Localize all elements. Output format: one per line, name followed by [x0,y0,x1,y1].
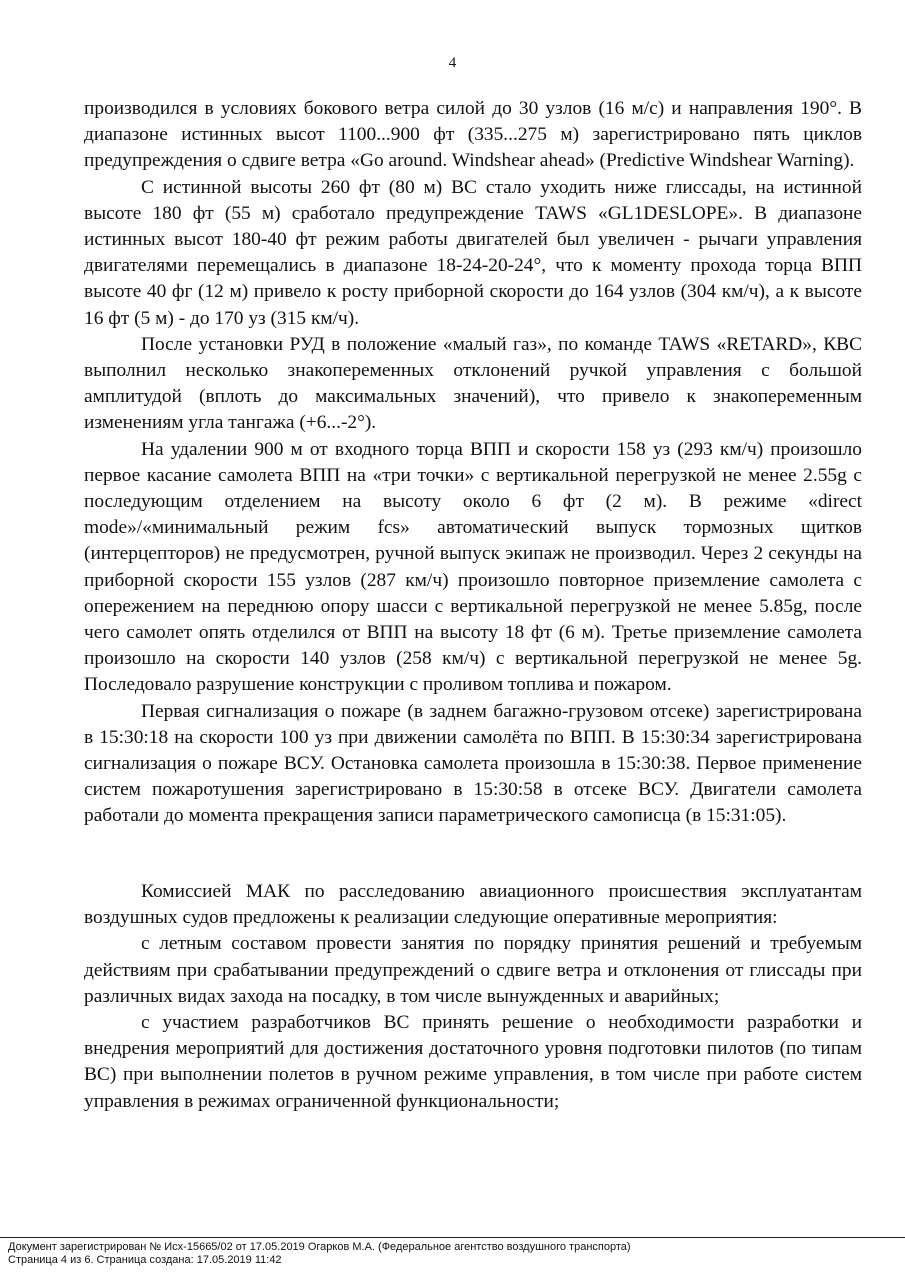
page-number: 4 [448,55,457,71]
paragraph-measure-1: с летным составом провести занятия по порядку принятия решений и требуемым действиям при срабатывании предупреждений о сдвиге ветра и отклонения от глиссады при различных видах захода на посадку, в том числе вынужденных и аварийных; [84,933,862,1007]
paragraph-glideslope: С истинной высоты 260 фт (80 м) ВС стало уходить ниже глиссады, на истинной высоте 180 фт (55 м) сработало предупреждение TAWS «GL1DESLOPE». В диапазоне истинных высот 180-40 фт режим работы двигателей был увеличен - рычаги управления двигателями перемещались в диапазоне 18-24-20-24°, что к моменту прохода торца ВПП высоте 40 фг (12 м) привело к росту приборной скорости до 164 узлов (304 км/ч), а к высоте 16 фт (5 м) - до 170 уз (315 км/ч). [84,176,862,329]
paragraph-retard: После установки РУД в положение «малый газ», по команде TAWS «RETARD», КВС выполнил несколько знакопеременных отклонений ручкой управления с большой амплитудой (вплоть до максимальных значений), что привело к знакопеременным изменениям угла тангажа (+6...-2°). [84,333,862,434]
body-text-section-1 [84,96,862,830]
body-text-section-2 [84,879,862,1115]
footer-page-info-line: Страница 4 из 6. Страница создана: 17.05.2019 11:42 [8,1254,282,1266]
paragraph-fire: Первая сигнализация о пожаре (в заднем багажно-грузовом отсеке) зарегистрирована в 15:30:18 на скорости 100 уз при движении самолёта по ВПП. В 15:30:34 зарегистрирована сигнализация о пожаре ВСУ. Остановка самолета произошла в 15:30:38. Первое применение систем пожаротушения зарегистрировано в 15:30:58 в отсеке ВСУ. Двигатели самолета работали до момента прекращения записи параметрического самописца (в 15:31:05). [84,700,862,827]
paragraph-measure-2: с участием разработчиков ВС принять решение о необходимости разработки и внедрения мероприятий для достижения достаточного уровня подготовки пилотов (по типам ВС) при выполнении полетов в ручном режиме управления, в том числе при работе систем управления в режимах ограниченной функциональности; [84,1012,862,1112]
paragraph-touchdown: На удалении 900 м от входного торца ВПП и скорости 158 уз (293 км/ч) произошло первое касание самолета ВПП на «три точки» с вертикальной перегрузкой не менее 2.55g с последующим отделением на высоту около 6 фт (2 м). В режиме «direct mode»/«минимальный режим fcs» автоматический выпуск тормозных щитков (интерцепторов) не предусмотрен, ручной выпуск экипаж не производил. Через 2 секунды на приборной скорости 155 узлов (287 км/ч) произошло повторное приземление самолета с опережением на переднюю опору шасси с вертикальной перегрузкой не менее 5.85g, после чего самолет опять отделился от ВПП на высоту 18 фт (6 м). Третье приземление самолета произошло на скорости 140 узлов (258 км/ч) с вертикальной перегрузкой не менее 5g. Последовало разрушение конструкции с проливом топлива и пожаром. [84,438,862,696]
footer-registration-line: Документ зарегистрирован № Исх-15665/02 от 17.05.2019 Огарков М.А. (Федеральное агентство воздушного транспорта) [8,1241,631,1253]
paragraph-crosswind: производился в условиях бокового ветра силой до 30 узлов (16 м/с) и направления 190°. В диапазоне истинных высот 1100...900 фт (335...275 м) зарегистрировано пять циклов предупреждения о сдвиге ветра «Go around. Windshear ahead» (Predictive Windshear Warning). [84,98,862,172]
registration-footer [8,1241,631,1267]
paragraph-commission: Комиссией МАК по расследованию авиационного происшествия эксплуатантам воздушных судов предложены к реализации следующие оперативные мероприятия: [84,881,862,929]
footer-divider [0,1237,905,1238]
